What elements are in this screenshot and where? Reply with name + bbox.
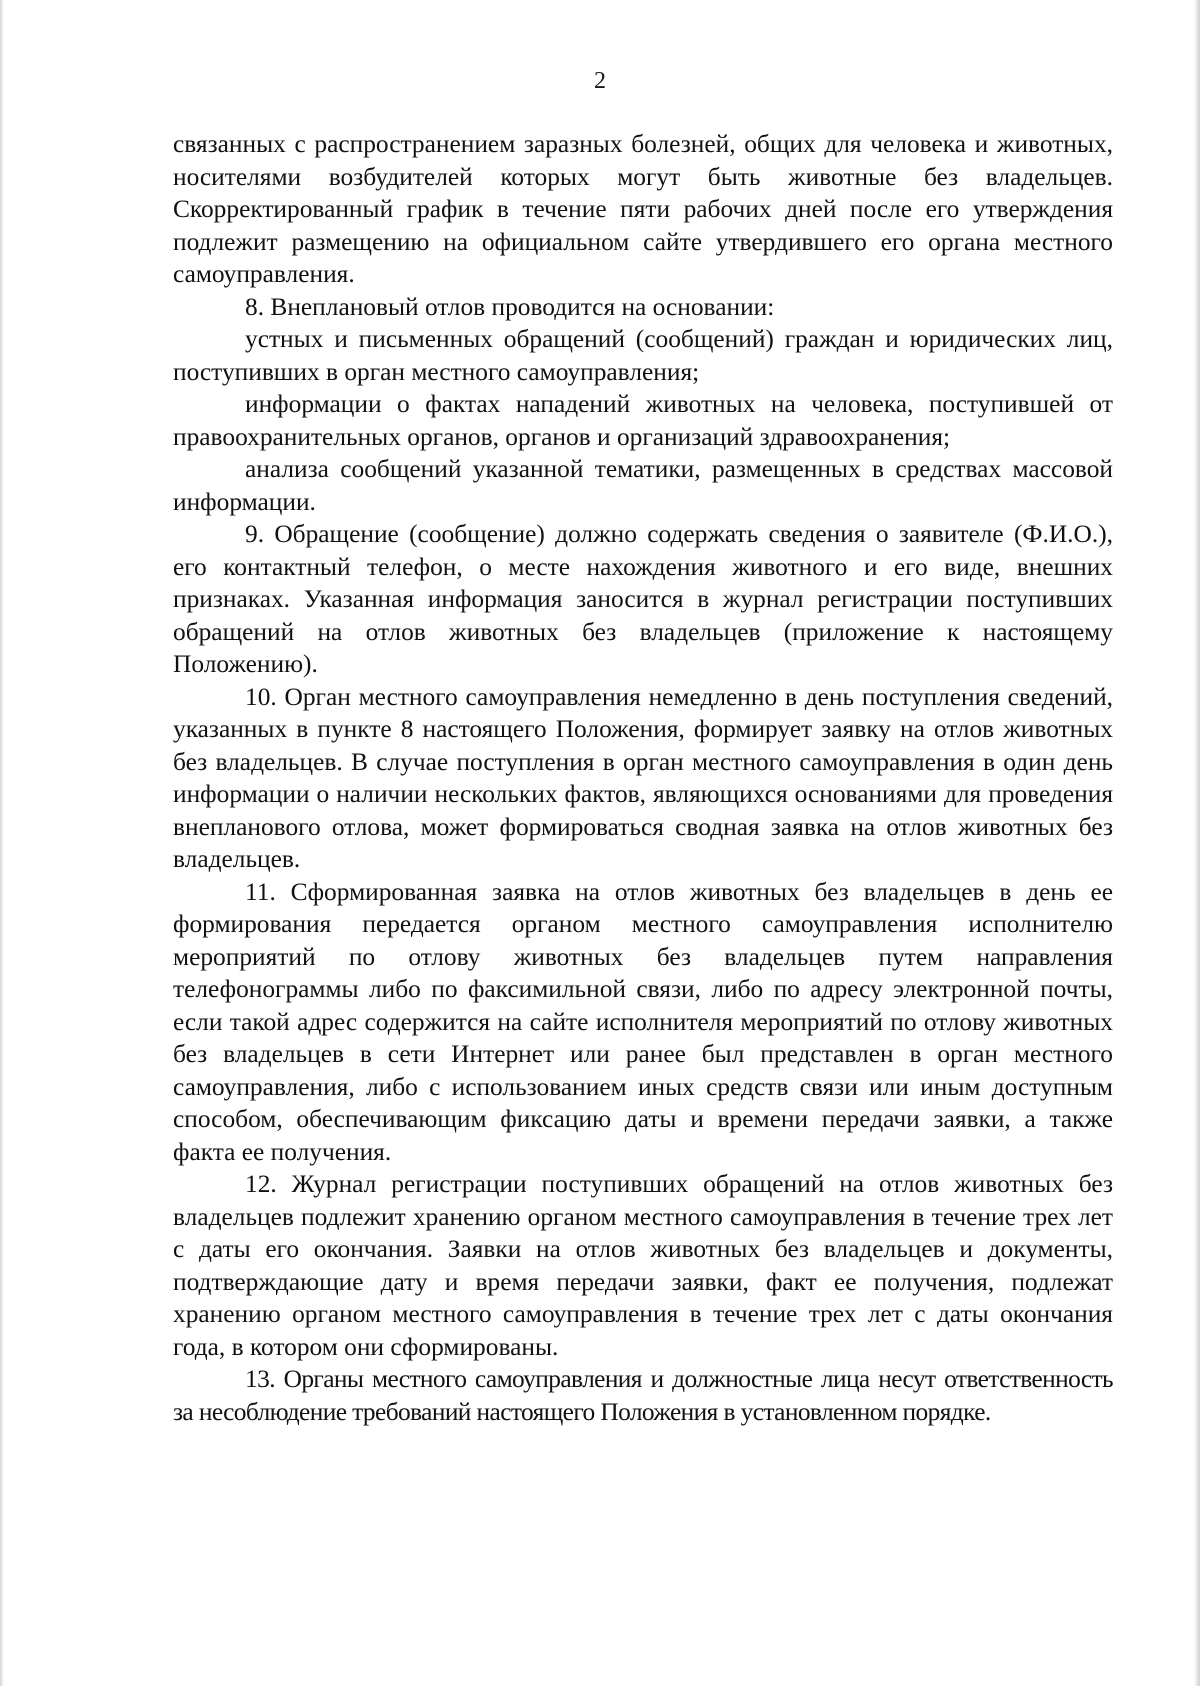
- paragraph-subitem-oral-written: устных и письменных обращений (сообщений) граждан и юридических лиц, поступивших в орган местного самоуправления;: [173, 325, 1113, 386]
- document-body: [173, 128, 1113, 1428]
- paragraph-continuation: связанных с распространением заразных болезней, общих для человека и животных, носителями возбудителей которых могут быть животные без владельцев. Скорректированный график в течение пяти рабочих дней после его утверждения подлежит размещению на официальном сайте утвердившего его органа местного самоуправления.: [173, 130, 1113, 288]
- scan-edge-left: [0, 0, 4, 1686]
- paragraph-item-9: 9. Обращение (сообщение) должно содержать сведения о заявителе (Ф.И.О.), его контактный телефон, о месте нахождения животного и его виде, внешних признаках. Указанная информация заносится в журнал регистрации поступивших обращений на отлов животных без владельцев (приложение к настоящему Положению).: [173, 520, 1113, 678]
- scan-edge-right: [1194, 0, 1200, 1686]
- paragraph-item-12: 12. Журнал регистрации поступивших обращений на отлов животных без владельцев подлежит хранению органом местного самоуправления в течение трех лет с даты его окончания. Заявки на отлов животных без владельцев и документы, подтверждающие дату и время передачи заявки, факт ее получения, подлежат хранению органом местного самоуправления в течение трех лет с даты окончания года, в котором они сформированы.: [173, 1170, 1113, 1361]
- paragraph-subitem-media-analysis: анализа сообщений указанной тематики, размещенных в средствах массовой информации.: [173, 455, 1113, 516]
- page-number: 2: [594, 68, 606, 94]
- paragraph-item-13: 13. Органы местного самоуправления и должностные лица несут ответственность за несоблюдение требований настоящего Положения в установленном порядке.: [173, 1365, 1113, 1426]
- paragraph-item-8: 8. Внеплановый отлов проводится на основании:: [245, 292, 775, 321]
- paragraph-item-11: 11. Сформированная заявка на отлов животных без владельцев в день ее формирования передается органом местного самоуправления исполнителю мероприятий по отлову животных без владельцев путем направления телефонограммы либо по факсимильной связи, либо по адресу электронной почты, если такой адрес содержится на сайте исполнителя мероприятий по отлову животных без владельцев в сети Интернет или ранее был представлен в орган местного самоуправления, либо с использованием иных средств связи или иным доступным способом, обеспечивающим фиксацию даты и времени передачи заявки, а также факта ее получения.: [173, 877, 1113, 1166]
- paragraph-subitem-attacks-info: информации о фактах нападений животных на человека, поступившей от правоохранительных органов, органов и организаций здравоохранения;: [173, 390, 1113, 451]
- paragraph-item-10: 10. Орган местного самоуправления немедленно в день поступления сведений, указанных в пункте 8 настоящего Положения, формирует заявку на отлов животных без владельцев. В случае поступления в орган местного самоуправления в один день информации о наличии нескольких фактов, являющихся основаниями для проведения внепланового отлова, может формироваться сводная заявка на отлов животных без владельцев.: [173, 682, 1113, 873]
